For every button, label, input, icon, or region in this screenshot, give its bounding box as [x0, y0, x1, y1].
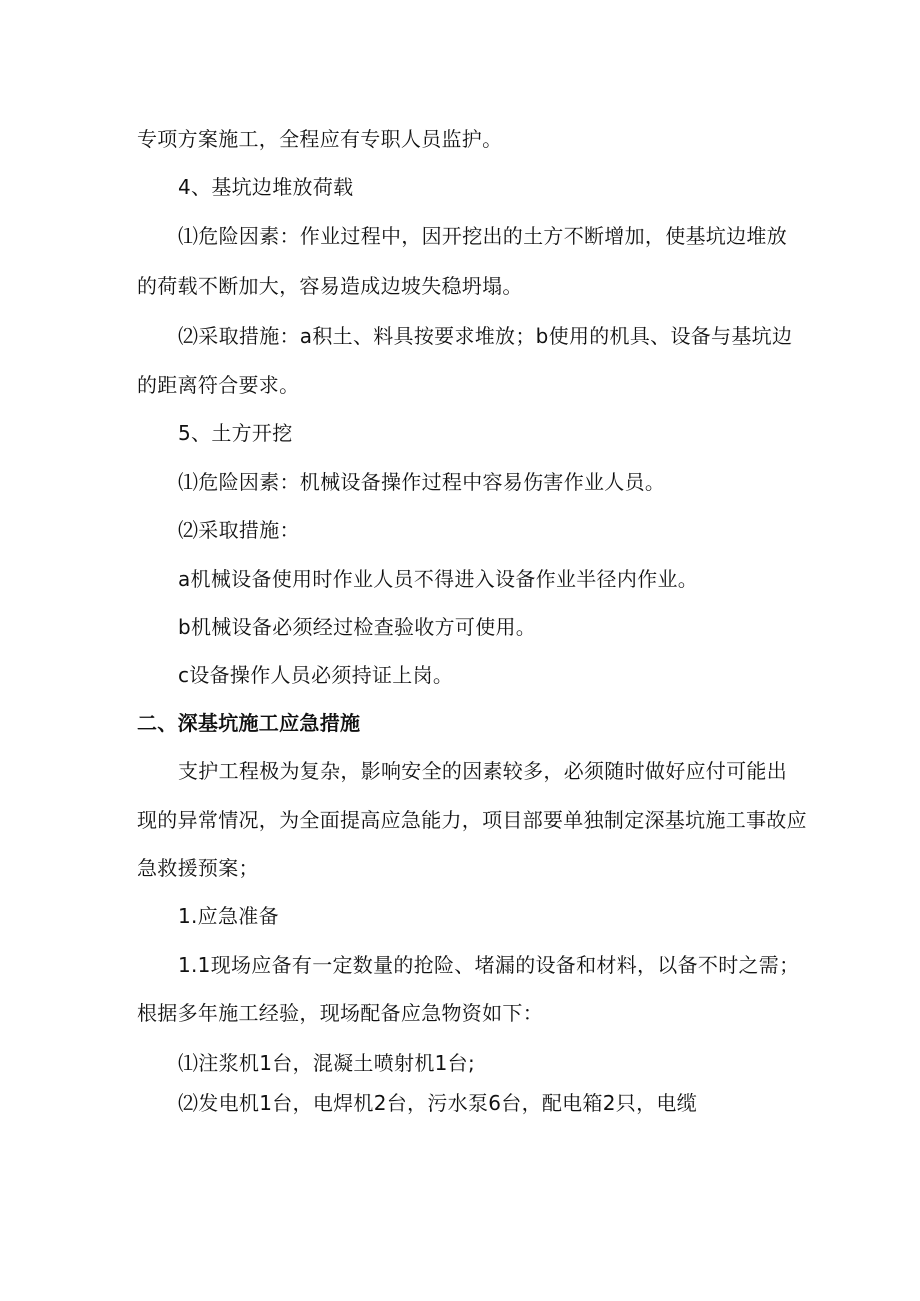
subsection-title: 1.应急准备 — [178, 904, 279, 928]
section-4-title: 4、基坑边堆放荷载 — [178, 175, 354, 199]
hazard-factor-line: ⑴危险因素：作业过程中，因开挖出的土方不断增加，使基坑边堆放 — [178, 224, 787, 248]
measure-item-a: a机械设备使用时作业人员不得进入设备作业半径内作业。 — [178, 567, 699, 591]
paragraph-line: 现的异常情况，为全面提高应急能力，项目部要单独制定深基坑施工事故应 — [137, 808, 807, 832]
paragraph-line: 的距离符合要求。 — [137, 373, 300, 397]
paragraph-line: 1.1现场应备有一定数量的抢险、堵漏的设备和材料，以备不时之需； — [178, 953, 800, 977]
paragraph-line: 根据多年施工经验，现场配备应急物资如下： — [137, 1001, 543, 1025]
measures-line: ⑵采取措施： — [178, 518, 300, 542]
measures-line: ⑵采取措施：a积土、料具按要求堆放；b使用的机具、设备与基坑边 — [178, 324, 793, 348]
paragraph-line: 专项方案施工，全程应有专职人员监护。 — [137, 127, 503, 151]
supplies-item-1: ⑴注浆机1台，混凝土喷射机1台; — [178, 1051, 475, 1075]
paragraph-line: 支护工程极为复杂，影响安全的因素较多，必须随时做好应付可能出 — [178, 759, 787, 783]
measure-item-b: b机械设备必须经过检查验收方可使用。 — [178, 615, 537, 639]
measure-item-c: c设备操作人员必须持证上岗。 — [178, 663, 454, 687]
section-5-title: 5、土方开挖 — [178, 421, 293, 445]
paragraph-line: 急救援预案； — [137, 856, 259, 880]
hazard-factor-line: ⑴危险因素：机械设备操作过程中容易伤害作业人员。 — [178, 470, 666, 494]
section-heading: 二、深基坑施工应急措施 — [137, 711, 361, 735]
supplies-item-2: ⑵发电机1台，电焊机2台，污水泵6台，配电箱2只，电缆 — [178, 1091, 697, 1115]
paragraph-line: 的荷载不断加大，容易造成边坡失稳坍塌。 — [137, 274, 523, 298]
